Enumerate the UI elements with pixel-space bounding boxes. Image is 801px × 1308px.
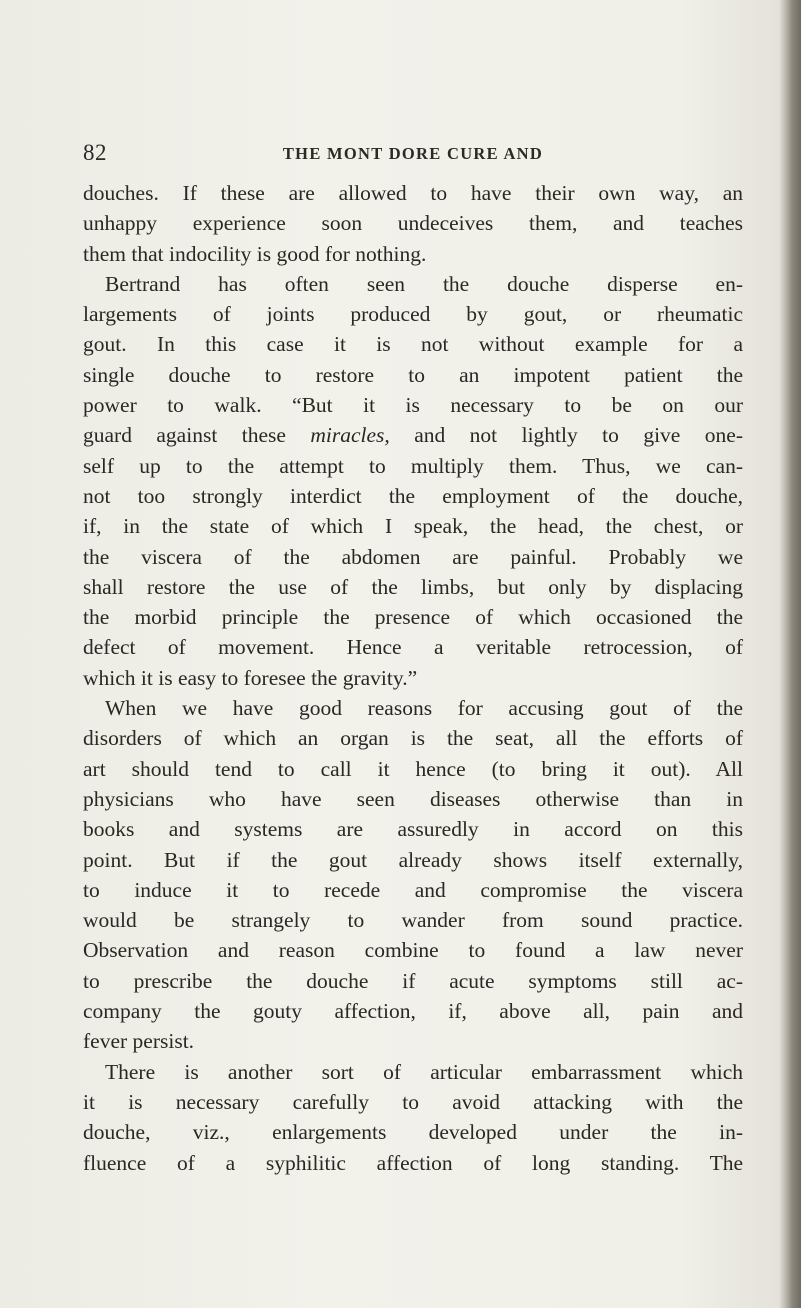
body-text — [83, 178, 743, 1178]
text-line: unhappy experience soon undeceives them, and teaches — [83, 211, 743, 236]
text-line: company the gouty affection, if, above all, pain and — [83, 999, 743, 1024]
page-header — [83, 140, 743, 170]
text-line: fever persist. — [83, 1029, 195, 1054]
text-line-with-italic — [83, 420, 743, 450]
text-line: would be strangely to wander from sound practice. — [83, 908, 743, 933]
text-line: books and systems are assuredly in accord on this — [83, 817, 743, 842]
text-line: which it is easy to foresee the gravity.” — [83, 665, 418, 690]
text-line: not too strongly interdict the employment of the douche, — [83, 483, 743, 508]
text-line: douche, viz., enlargements developed under the in- — [83, 1120, 743, 1145]
running-head: THE MONT DORE CURE AND — [282, 144, 544, 163]
text-line: the morbid principle the presence of which occasioned the — [83, 605, 743, 630]
text-line: it is necessary carefully to avoid attacking with the — [83, 1089, 743, 1114]
text-line: single douche to restore to an impotent patient the — [83, 362, 743, 387]
text-line: physicians who have seen diseases otherwise than in — [83, 786, 743, 811]
text-line: the viscera of the abdomen are painful. Probably we — [83, 544, 743, 569]
text-line: shall restore the use of the limbs, but only by displacing — [83, 574, 743, 599]
text-line: disorders of which an organ is the seat, all the efforts of — [83, 726, 743, 751]
text-segment: and not lightly to give one- — [389, 423, 743, 448]
text-line: point. But if the gout already shows itself externally, — [83, 847, 743, 872]
text-line: if, in the state of which I speak, the head, the chest, or — [83, 514, 743, 539]
text-line: Bertrand has often seen the douche disperse en- — [105, 271, 743, 296]
text-line: When we have good reasons for accusing gout of the — [105, 696, 743, 721]
text-line: power to walk. “But it is necessary to be on our — [83, 393, 743, 418]
text-line: to induce it to recede and compromise the viscera — [83, 877, 743, 902]
text-line: art should tend to call it hence (to bring it out). All — [83, 756, 743, 781]
text-line: largements of joints produced by gout, or rheumatic — [83, 302, 743, 327]
text-line: to prescribe the douche if acute symptoms still ac- — [83, 968, 743, 993]
text-line: Observation and reason combine to found a law never — [83, 938, 743, 963]
text-line: them that indocility is good for nothing. — [83, 241, 427, 266]
text-line: gout. In this case it is not without example for a — [83, 332, 743, 357]
page-number: 82 — [83, 140, 107, 165]
page-edge-shadow — [779, 0, 801, 1308]
text-line: defect of movement. Hence a veritable retrocession, of — [83, 635, 743, 660]
text-line: douches. If these are allowed to have their own way, an — [83, 181, 743, 205]
text-line: There is another sort of articular embarrassment which — [105, 1059, 743, 1084]
text-line: self up to the attempt to multiply them. Thus, we can- — [83, 453, 743, 478]
text-line: fluence of a syphilitic affection of long standing. The — [83, 1150, 743, 1175]
italic-word: miracles, — [310, 423, 390, 448]
text-segment: guard against these — [83, 423, 311, 448]
